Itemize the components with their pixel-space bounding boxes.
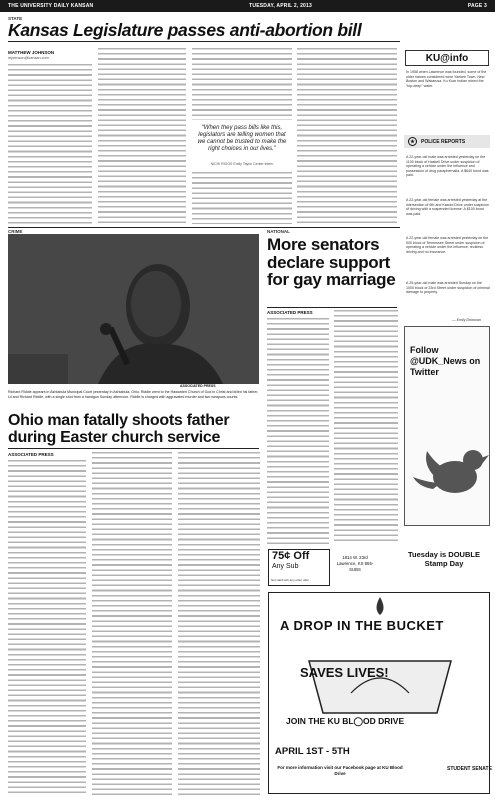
police-item: A 22-year-old male was arrested yesterday on the 1100 block of Haskell Drive under suspicion of operating a vehicle under the influence and possession of drug paraphernalia. A $640 bond was paid. [406, 155, 489, 178]
story2-headline: Ohio man fatally shoots father during Easter church service [8, 412, 230, 446]
pull-quote: “When they pass bills like this, legislators are telling women that we cannot be trusted to make the right choices in our lives.” [197, 125, 287, 152]
police-item: A 22-year-old female was arrested yesterday on the 500 block of Tennessee Street under suspicion of operating a vehicle under the influence, reckless driving and no insurance. [406, 236, 489, 254]
issue-date: TUESDAY, APRIL 2, 2013 [249, 3, 312, 9]
top-story-column-3-bottom [192, 172, 292, 224]
kuinfo-text: In 1958 when Lawrence was founded, some of the older names considered were Yankee Town, New Boston and Wakarusa. Ku Kuar Indian mixed the “top-deep” water. [406, 70, 487, 88]
story2-column-3 [178, 452, 260, 795]
top-story-column-1 [8, 64, 92, 224]
paper-name: THE UNIVERSITY DAILY KANSAN [8, 3, 94, 9]
divider [8, 448, 259, 449]
crime-kicker: CRIME [8, 229, 23, 234]
top-story-headline: Kansas Legislature passes anti-abortion bill [8, 20, 362, 40]
blood-drive-join: JOIN THE KU BL◯OD DRIVE [286, 716, 405, 726]
story3-column-1 [267, 318, 329, 544]
police-item: A 22-year-old female was arrested yesterday at the intersection of 6th and Kasold Drive under suspicion of driving with a suspended license. A $100 bond was paid. [406, 198, 489, 216]
top-story-column-4 [297, 48, 397, 224]
police-credit: — Emily Donovan [452, 318, 481, 322]
story2-byline: ASSOCIATED PRESS [8, 452, 54, 457]
police-item: A 25-year-old male was arrested Sunday on the 1000 block of 23rd Street under suspicion of criminal damage to property. [406, 281, 490, 295]
photo-caption: Richard Riddle appears in Ashtabula Municipal Court yesterday in Ashtabula, Ohio. Riddle went to the Hawarden Church of God in Christ and killed his father, Lil and Richard Riddle, with a single shot from a handgun Sunday afternoon. Riddle is charged with aggravated murder and two weapons counts. [8, 390, 259, 399]
national-kicker: NATIONAL [267, 229, 290, 234]
coupon-amount: 75¢ Off [272, 550, 310, 562]
story3-byline: ASSOCIATED PRESS [267, 310, 313, 315]
kuinfo-logo: KU@info [405, 50, 489, 66]
photo-credit: ASSOCIATED PRESS [180, 384, 216, 388]
top-story-kicker: STATE [8, 16, 23, 21]
divider [267, 307, 397, 308]
store-address: 1814 W. 23rd Lawrence, KS 865-SUBS [336, 555, 374, 572]
blood-drive-tagline: SAVES LIVES! [300, 665, 389, 680]
coupon-item: Any Sub [272, 563, 299, 570]
pull-quote-attribution: NICHI RIGGS Emily Taylor Center intern [210, 162, 274, 166]
story3-column-2 [334, 310, 398, 544]
badge-icon: ★ [408, 137, 417, 146]
story3-headline: More senators declare support for gay marriage [267, 235, 396, 289]
blood-drive-title: A DROP IN THE BUCKET [280, 618, 444, 633]
divider [8, 227, 400, 228]
top-story-column-3-top [192, 48, 292, 120]
blood-drive-dates: APRIL 1ST - 5TH [275, 746, 350, 757]
story2-column-1 [8, 460, 86, 795]
divider [8, 41, 400, 42]
news-photo [8, 234, 259, 384]
top-story-column-2 [98, 48, 186, 224]
police-reports-header [404, 135, 490, 148]
police-reports-title: POLICE REPORTS [421, 138, 466, 145]
twitter-promo-text: Follow @UDK_News on Twitter [410, 345, 481, 377]
story2-column-2 [92, 452, 172, 795]
coupon-fineprint: Not valid with any other offer [271, 578, 309, 582]
page-header [0, 0, 495, 12]
blood-drive-info: For more information visit our Facebook page at KU Blood Drive [277, 765, 403, 776]
student-senate-logo: STUDENT SENATE [447, 766, 492, 772]
stamp-day-ad: Tuesday is DOUBLE Stamp Day [408, 550, 480, 568]
top-story-email: mjohnson@kansan.com [8, 56, 49, 60]
top-story-byline: MATTHEW JOHNSON [8, 50, 55, 55]
page-number: PAGE 3 [467, 3, 487, 9]
